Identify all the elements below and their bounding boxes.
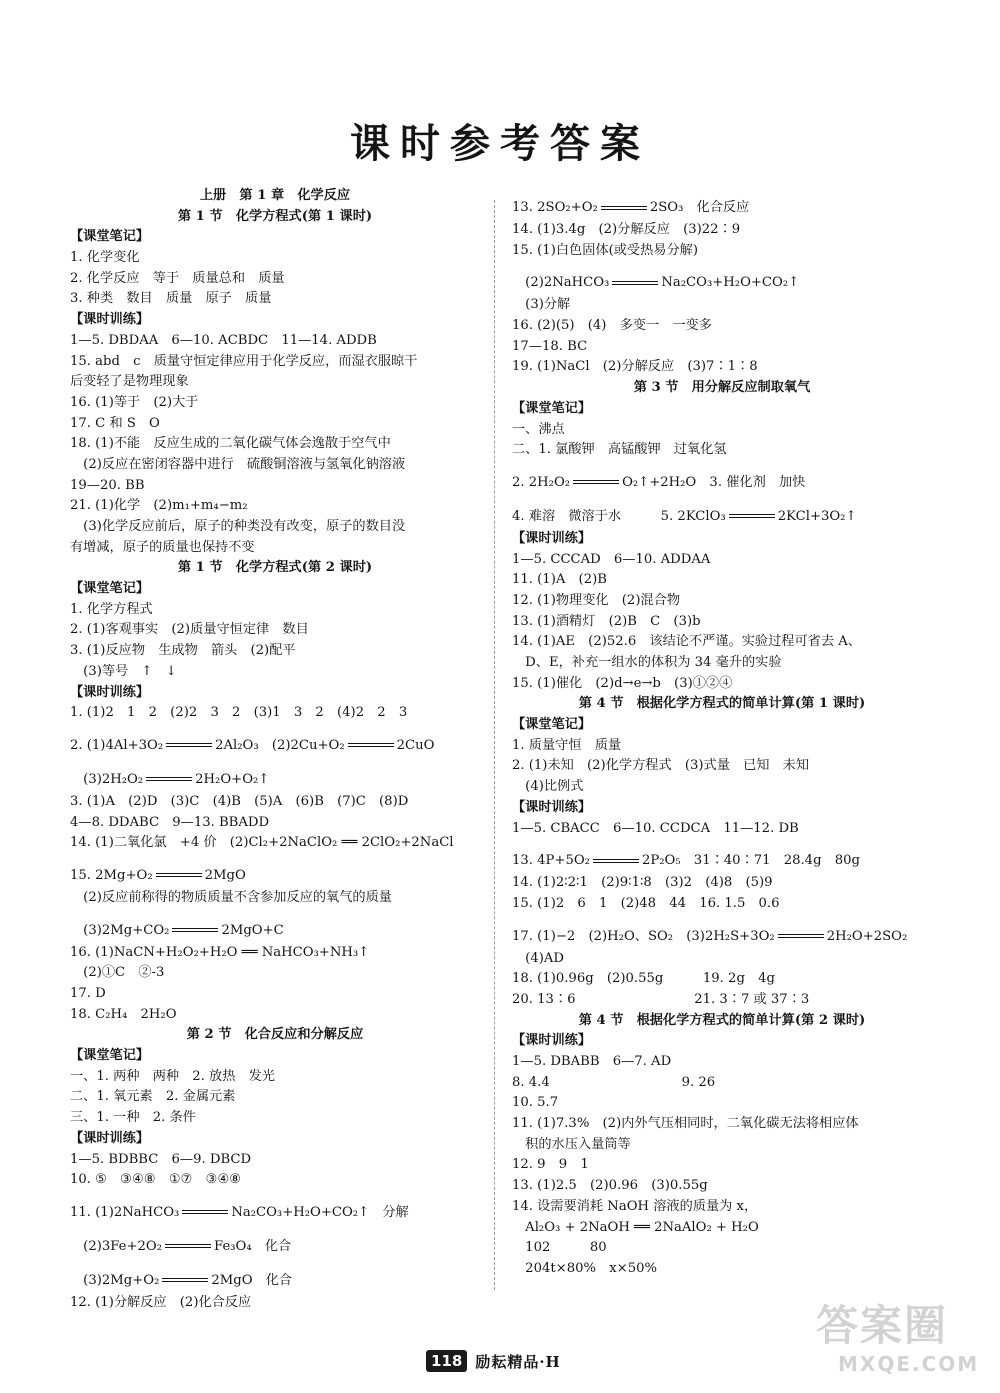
answer-line: 8. 4.4 9. 26 [512,1074,716,1090]
answer-line: (2)①C ②-3 [70,965,165,981]
equals-bar [165,1244,211,1248]
subsection-label: 【课堂笔记】 [512,400,592,416]
equals-bar [172,928,218,932]
equation-reactants: 11. (1)2NaHCO₃ [70,1204,180,1220]
section-heading: 第 3 节 用分解反应制取氧气 [633,380,811,396]
answer-line: (3)化学反应前后，原子的种类没有改变，原子的数目没 [70,519,406,534]
answer-line [70,854,480,888]
reaction-condition [146,758,192,792]
equation-reactants: 2. (1)4Al+3O₂ [70,737,164,753]
answer-line: 13. (1)2.5 (2)0.96 (3)0.55g [512,1178,708,1194]
equation-reactants: 17. (1)−2 (2)H₂O、SO₂ (3)2H₂S+3O₂ [512,928,775,944]
reaction-condition [162,1259,208,1293]
reaction-condition [166,724,212,758]
answer-line: 10. 5.7 [512,1095,559,1111]
reaction-condition [612,261,658,295]
section-heading: 第 2 节 化合反应和分解反应 [186,1027,364,1043]
watermark-text: 答案圈 [816,1301,949,1350]
answer-line: 12. (1)物理变化 (2)混合物 [512,592,681,608]
answer-line: 20. 13∶6 21. 3∶7 或 37∶3 [512,991,810,1007]
equation-reactants: (3)2Mg+CO₂ [70,922,170,938]
answer-line: 15. (1)2 6 1 (2)48 44 16. 1.5 0.6 [512,895,780,911]
answer-line: 一、沸点 [512,421,565,437]
equation-reactants: 2. 2H₂O₂ [512,474,571,490]
answer-line: 3. (1)反应物 生成物 箭头 (2)配平 [70,643,296,659]
equation-reactants: (3)2H₂O₂ [70,771,144,787]
answer-line: 17—18. BC [512,338,588,354]
answer-line: 1—5. CCCAD 6—10. ADDAA [512,551,711,567]
equals-bar [162,1278,208,1282]
answer-line: 二、1. 氯酸钾 高锰酸钾 过氧化氢 [512,442,727,458]
watermark-url: MXQE.COM [838,1352,980,1376]
equals-bar [729,514,775,518]
equation-reactants: 13. 2SO₂+O₂ [512,200,598,215]
equation-reactants: (2)3Fe+2O₂ [70,1238,163,1254]
equation-products: 2MgO [204,867,246,883]
answer-line: 21. (1)化学 (2)m₁+m₄−m₂ [70,498,248,514]
answer-line [70,1191,480,1225]
answer-line: (2)反应在密闭容器中进行 硫酸铜溶液与氢氧化钠溶液 [70,456,406,472]
reaction-condition [601,186,647,220]
equation-reactants: 15. 2Mg+O₂ [70,867,153,883]
answer-line: 3. (1)A (2)D (3)C (4)B (5)A (6)B (7)C (8)D [70,793,409,809]
subsection-label: 【课时训练】 [70,312,150,328]
reaction-condition [573,461,619,495]
left-answer-column [70,186,480,1314]
reaction-condition [172,909,218,943]
answer-line: 15. (1)白色固体(或受热易分解) [512,242,699,258]
answer-line: (3)等号 ↑ ↓ [70,663,177,679]
answer-line: 18. (1)0.96g (2)0.55g 19. 2g 4g [512,971,775,987]
answer-line: 17. D [70,986,106,1001]
answer-line: 19. (1)NaCl (2)分解反应 (3)7∶1∶8 [512,359,758,375]
section-heading: 第 4 节 根据化学方程式的简单计算(第 1 课时) [578,696,866,712]
answer-line: 4—8. DDABC 9—13. BBADD [70,814,270,830]
section-heading: 第 1 节 化学方程式(第 1 课时) [177,208,373,224]
subsection-label: 【课时训练】 [512,530,592,546]
equals-bar [601,206,647,210]
answer-line: 14. (1)3.4g (2)分解反应 (3)22∶9 [512,222,741,237]
answer-line [70,724,480,758]
answer-line: 一、1. 两种 两种 2. 放热 发光 [70,1068,275,1084]
subsection-label: 【课时训练】 [70,1130,150,1146]
subsection-label: 【课时训练】 [70,684,150,700]
answer-line: 14. (1)二氧化氯 +4 价 (2)Cl₂+2NaClO₂ ══ 2ClO₂+2NaCl [70,835,454,851]
equals-bar [146,777,192,781]
subsection-label: 【课堂笔记】 [70,581,150,597]
answer-line: 18. (1)不能 反应生成的二氧化碳气体会逸散于空气中 [70,436,391,452]
answer-line: (4)比例式 [512,779,584,795]
answer-line: 12. (1)分解反应 (2)化合反应 [70,1294,252,1310]
reaction-condition [593,839,639,873]
equation-products: 2MgO+C [221,922,284,938]
answer-line: 18. C₂H₄ 2H₂O [70,1006,177,1022]
answer-line: 1—5. CBACC 6—10. CCDCA 11—12. DB [512,820,799,836]
equation-products: Fe₃O₄ 化合 [214,1238,292,1254]
reaction-condition [778,915,824,949]
answer-line [512,495,932,529]
answer-line: (2)反应前称得的物质质量不含参加反应的氧气的质量 [70,889,392,905]
subsection-label: 【课时训练】 [512,1033,592,1049]
answer-line: 积的水压入量筒等 [512,1136,631,1152]
answer-line: 15. (1)催化 (2)d→e→b (3)①②④ [512,675,733,691]
answer-line [70,1225,480,1259]
answer-line: 12. 9 9 1 [512,1157,589,1173]
answer-line: (4)AD [512,950,564,966]
answer-line: 204t×80% x×50% [512,1260,658,1276]
equation-products: O₂↑+2H₂O 3. 催化剂 加快 [622,474,806,490]
equals-bar [166,743,212,747]
page-footer [426,1349,561,1373]
equals-bar [778,934,824,938]
equation-products: 2H₂O+O₂↑ [195,771,270,787]
brand-label: 励耘精品·H [475,1352,561,1371]
answer-line: 11. (1)A (2)B [512,572,607,588]
answer-line: 19—20. BB [70,477,145,493]
equals-bar [348,743,394,747]
answer-line [512,461,932,495]
section-heading: 上册 第 1 章 化学反应 [199,188,351,203]
answer-line: 17. C 和 S O [70,415,160,431]
section-heading: 第 4 节 根据化学方程式的简单计算(第 2 课时) [578,1012,866,1028]
equation-reactants: 4. 难溶 微溶于水 5. 2KClO₃ [512,508,726,524]
column-divider [494,200,495,1290]
answer-line: 11. (1)7.3% (2)内外气压相同时，二氧化碳无法将相应体 [512,1116,859,1132]
equation-products: 2KCl+3O₂↑ [777,508,857,524]
subsection-label: 【课堂笔记】 [70,229,150,245]
answer-line: 13. (1)酒精灯 (2)B C (3)b [512,613,701,629]
answer-line: 2. (1)未知 (2)化学方程式 (3)式量 已知 未知 [512,758,810,774]
answer-line [512,186,932,220]
answer-line: (3)分解 [512,297,571,313]
equation-reactants: (3)2Mg+O₂ [70,1272,160,1288]
page-title: 课时参考答案 [350,120,650,167]
reaction-condition [729,495,775,529]
answer-line: 14. (1)AE (2)52.6 该结论不严谨。实验过程可省去 A、 [512,634,861,650]
equation-products: 2SO₃ 化合反应 [649,200,750,215]
answer-line [512,915,932,949]
answer-line: 14. (1)2∶2∶1 (2)9∶1∶8 (3)2 (4)8 (5)9 [512,875,773,891]
answer-line [70,758,480,792]
answer-line [512,839,932,873]
equation-products: 2Al₂O₃ (2)2Cu+O₂ [215,737,345,753]
equation-products: 2MgO 化合 [211,1272,293,1288]
reaction-condition [348,724,394,758]
answer-line: 二、1. 氧元素 2. 金属元素 [70,1089,236,1105]
answer-line: 1—5. DBABB 6—7. AD [512,1054,672,1069]
answer-line [70,1259,480,1293]
equals-bar [156,873,202,877]
reaction-condition [156,854,202,888]
reaction-condition [182,1191,228,1225]
answer-line: Al₂O₃ + 2NaOH ══ 2NaAlO₂ + H₂O [512,1219,759,1235]
subsection-label: 【课堂笔记】 [512,717,592,733]
subsection-label: 【课时训练】 [512,799,592,815]
answer-line: 2. 化学反应 等于 质量总和 质量 [70,270,285,286]
equation-products: Na₂CO₃+H₂O+CO₂↑ 分解 [231,1204,409,1220]
equation-reactants: 13. 4P+5O₂ [512,853,590,869]
answer-line: 2. (1)客观事实 (2)质量守恒定律 数目 [70,622,309,638]
answer-line: 3. 种类 数目 质量 原子 质量 [70,291,272,307]
equation-products: 2P₂O₅ 31∶40∶71 28.4g 80g [641,853,860,869]
right-answer-column [512,186,932,1280]
answer-line: 16. (1)等于 (2)大于 [70,394,199,410]
answer-line: 后变轻了是物理现象 [70,374,189,390]
answer-line [70,909,480,943]
answer-line: 102 80 [512,1240,607,1256]
answer-line: D、E，补充一组水的体积为 34 毫升的实验 [512,655,782,670]
answer-line: 1—5. DBDAA 6—10. ACBDC 11—14. ADDB [70,332,377,348]
equals-bar [573,480,619,484]
answer-line [512,261,932,295]
answer-line: 1. 化学方程式 [70,601,153,617]
answer-line: 16. (1)NaCN+H₂O₂+H₂O ══ NaHCO₃+NH₃↑ [70,944,370,960]
section-heading: 第 1 节 化学方程式(第 2 课时) [177,560,373,576]
equation-reactants: (2)2NaHCO₃ [512,275,610,291]
answer-line: 1. (1)2 1 2 (2)2 3 2 (3)1 3 2 (4)2 2 3 [70,705,408,721]
equals-bar [593,859,639,863]
answer-line: 有增减，原子的质量也保持不变 [70,539,255,555]
answer-line: 1. 质量守恒 质量 [512,737,622,753]
answer-line: 1—5. BDBBC 6—9. DBCD [70,1151,252,1167]
equals-bar [612,281,658,285]
answer-line: 1. 化学变化 [70,250,140,266]
equals-bar [182,1210,228,1214]
equation-products: 2CuO [396,737,435,753]
answer-line: 三、1. 一种 2. 条件 [70,1110,196,1126]
subsection-label: 【课堂笔记】 [70,1048,150,1064]
reaction-condition [165,1225,211,1259]
answer-line: 10. ⑤ ③④⑧ ①⑦ ③④⑧ [70,1172,242,1188]
page-number: 118 [426,1350,467,1372]
answer-line: 14. 设需要消耗 NaOH 溶液的质量为 x， [512,1198,758,1214]
equation-products: Na₂CO₃+H₂O+CO₂↑ [661,275,800,291]
answer-line: 15. abd c 质量守恒定律应用于化学反应，而湿衣服晾干 [70,353,418,369]
answer-line: 16. (2)(5) (4) 多变一 一变多 [512,318,712,334]
equation-products: 2H₂O+2SO₂ [826,928,908,944]
watermark-logo [816,1300,986,1384]
